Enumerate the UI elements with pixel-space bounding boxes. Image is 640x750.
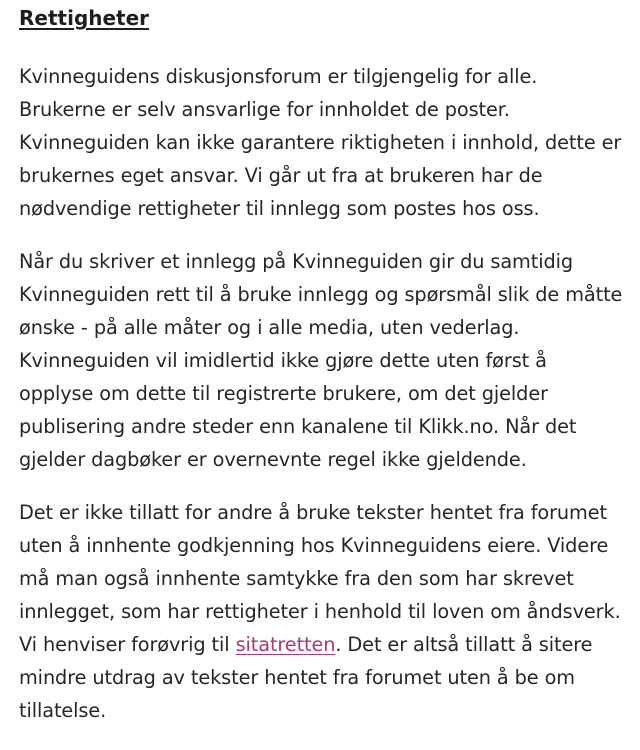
paragraph-usage-rights: Når du skriver et innlegg på Kvinneguiden gir du samtidig Kvinneguiden rett til å bruke innlegg og spørsmål slik de måtte ønske - på alle måter og i alle media, uten vederlag. Kvinneguiden vil imidlertid ikke gjøre dette uten først å opplyse om dette til registrerte brukere, om det gjelder publisering andre steder enn kanalene til Klikk.no. Når det gjelder dagbøker er overnevnte regel ikke gjeldende. <box>19 250 623 471</box>
paragraph-availability: Kvinneguidens diskusjonsforum er tilgjengelig for alle. Brukerne er selv ansvarlige for innholdet de poster. Kvinneguiden kan ikke garantere riktigheten i innhold, dette er brukernes eget ansvar. Vi går ut fra at brukeren har de nødvendige rettigheter til innlegg som postes hos oss. <box>19 65 622 220</box>
paragraph-copying-text-before: Det er ikke tillatt for andre å bruke tekster hentet fra forumet uten å innhente godkjenning hos Kvinneguidens eiere. Videre må man også innhente samtykke fra den som har skrevet innlegget, som har rettigheter i henhold til loven om åndsverk. Vi henviser forøvrig til <box>19 501 621 656</box>
section-heading: Rettigheter <box>19 6 150 30</box>
paragraph-copying-text-after: . Det er altså tillatt å sitere mindre utdrag av tekster hentet fra forumet uten å be om tillatelse. <box>19 633 593 722</box>
rights-section <box>19 0 624 727</box>
sitatretten-link[interactable]: sitatretten <box>235 633 336 656</box>
paragraph-copying <box>19 496 624 727</box>
